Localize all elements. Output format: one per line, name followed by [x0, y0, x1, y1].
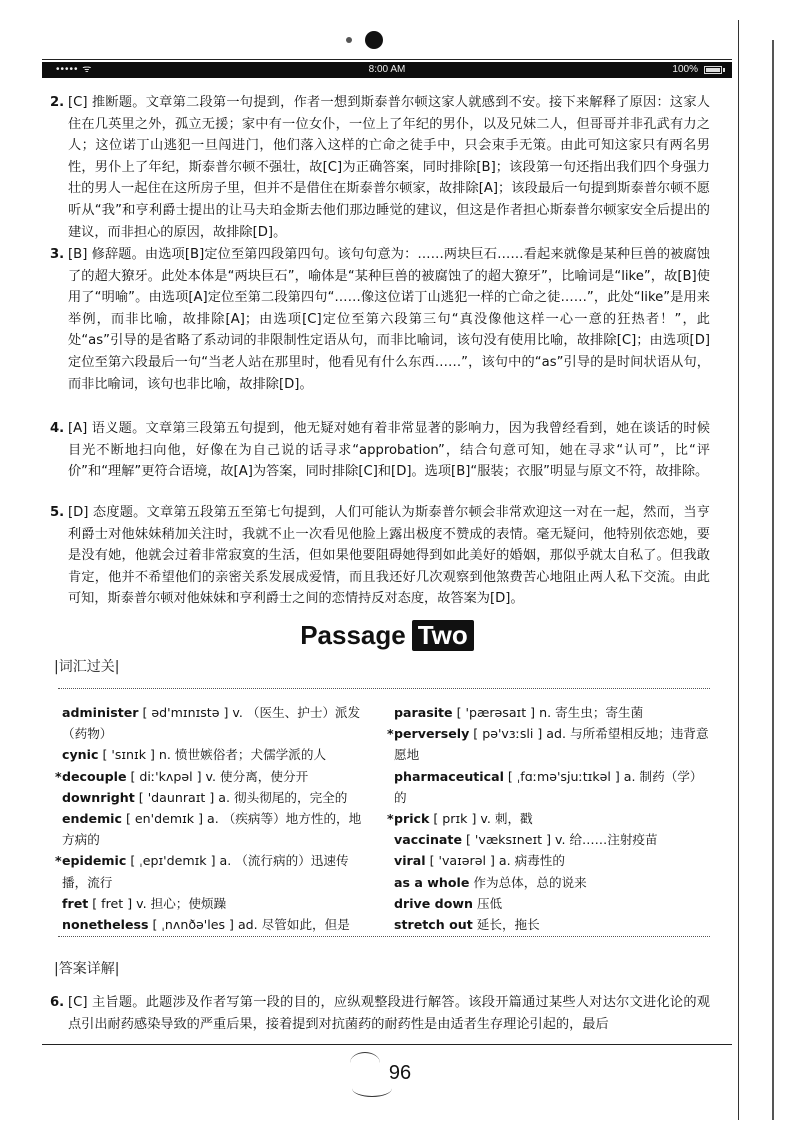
vocab-item: * decouple [ diː'kʌpəl ] v. 使分离，使分开	[55, 768, 309, 784]
vocab-item: * perversely [ pə'vɜːsli ] ad. 与所希望相反地；违背意愿地	[387, 726, 709, 763]
answer-item	[50, 502, 710, 610]
page-number-arc	[352, 1080, 392, 1097]
scan-edge	[772, 40, 774, 1120]
passage-title-word: Passage	[300, 620, 406, 650]
vocab-item: drive down 压低	[394, 895, 503, 911]
status-bar	[42, 62, 732, 78]
answer-text: [A] 语义题。文章第三段第五句提到，他无疑对她有着非常显著的影响力，因为我曾经看到，她在谈话的时候目光不断地扫向他，好像在为自己说的话寻求“approbation”，结合句意可知，她在寻求“认可”，比“评价”和“理解”更符合语境，故[A]为答案，同时排除[C]和[D]。选项[B]“服装；衣服”明显与原文不符，故排除。	[68, 421, 710, 480]
answer-text: [B] 修辞题。由选项[B]定位至第四段第四句。该句句意为：……两块巨石……看起来就像是某种巨兽的被腐蚀了的超大獠牙。此处本体是“两块巨石”，喻体是“某种巨兽的被腐蚀了的超大獠牙”，比喻词是“like”，故[B]使用了“明喻”。由选项[A]定位至第二段第四句“……像这位诺丁山逃犯一样的亡命之徒……”，此处“like”是用来举例，而非比喻，故排除[A]；由选项[C]定位至第六段第三句“真没像他这样一心一意的狂热者！”，此处“as”引导的是省略了系动词的非限制性定语从句，而非比喻词，该句没有使用比喻，故排除[C]；由选项[D]定位至第六段最后一句“当老人站在那里时，他看见有什么东西……”，该句中的“as”引导的是时间状语从句，而非比喻词，该句也非比喻，故排除[D]。	[68, 247, 710, 392]
status-time: 8:00 AM	[368, 64, 406, 75]
vocab-item: downright [ 'daunraɪt ] a. 彻头彻尾的，完全的	[62, 789, 348, 805]
passage-title	[42, 620, 732, 651]
vocab-item: endemic [ en'demɪk ] a. （疾病等）地方性的，地方病的	[62, 811, 362, 848]
answer-item	[50, 92, 710, 243]
page-edge	[738, 20, 739, 1120]
vocab-item: administer [ əd'mɪnɪstə ] v. （医生、护士）派发（药物）	[62, 705, 361, 742]
battery-icon	[704, 66, 722, 74]
vocab-item: vaccinate [ 'væksɪneɪt ] v. 给……注射疫苗	[394, 832, 658, 848]
answer-text: [C] 主旨题。此题涉及作者写第一段的目的，应纵观整段进行解答。该段开篇通过某些人对达尔文进化论的观点引出耐药感染导致的严重后果，接着提到对抗菌药的耐药性是由适者生存理论引起的，最后	[68, 995, 710, 1032]
answer-number: 5.	[50, 505, 65, 520]
battery-percent: 100%	[672, 64, 698, 75]
vocab-item: cynic [ 'sɪnɪk ] n. 愤世嫉俗者；犬儒学派的人	[62, 747, 327, 763]
vocab-item: fret [ fret ] v. 担心；使烦躁	[62, 895, 227, 911]
vocab-item: viral [ 'vaɪərəl ] a. 病毒性的	[394, 853, 565, 869]
sensor-dot	[346, 37, 352, 43]
vocab-top-border	[58, 688, 710, 690]
document-page	[42, 84, 732, 1045]
device-frame-line	[42, 59, 732, 60]
answers-heading: |答案详解|	[54, 961, 120, 977]
answer-item	[50, 992, 710, 1035]
camera-icon	[365, 31, 383, 49]
vocab-item: pharmaceutical [ ˌfɑːmə'sjuːtɪkəl ] a. 制药（学）的	[394, 768, 703, 805]
vocab-heading: |词汇过关|	[54, 659, 120, 675]
answer-item	[50, 418, 710, 483]
answer-number: 2.	[50, 95, 65, 110]
vocab-item: as a whole 作为总体，总的说来	[394, 874, 587, 890]
vocab-item: stretch out 延长，拖长	[394, 917, 540, 933]
vocab-item: * epidemic [ ˌepɪ'demɪk ] a. （流行病的）迅速传播，流行	[55, 853, 349, 890]
vocab-left-column	[55, 702, 362, 935]
answer-number: 6.	[50, 995, 65, 1010]
vocab-bottom-border	[58, 936, 710, 938]
answer-number: 4.	[50, 421, 65, 436]
answer-text: [D] 态度题。文章第五段第五至第七句提到，人们可能认为斯泰普尔顿会非常欢迎这一对在一起，然而，当亨利爵士对他妹妹稍加关注时，我就不止一次看见他脸上露出极度不赞成的表情。毫无疑问，他特别依恋她，要是没有她，他就会过着非常寂寞的生活，但如果他要阻碍她得到如此美好的婚姻，那似乎就太自私了。但我敢肯定，他并不希望他们的亲密关系发展成爱情，而且我还好几次观察到他煞费苦心地阻止两人私下交流。由此可知，斯泰普尔顿对他妹妹和亨利爵士之间的恋情持反对态度，故答案为[D]。	[68, 505, 710, 607]
vocab-item: * prick [ prɪk ] v. 刺，戳	[387, 811, 533, 827]
passage-title-box: Two	[412, 620, 474, 651]
answer-number: 3.	[50, 247, 65, 262]
answer-text: [C] 推断题。文章第二段第一句提到，作者一想到斯泰普尔顿这家人就感到不安。接下来解释了原因：这家人住在几英里之外，孤立无援；家中有一位女仆，一位上了年纪的男仆，以及兄妹二人，但哥哥并非孔武有力之人；这位诺丁山逃犯一旦闯进门，他们落入这样的亡命之徒手中，只会束手无策。由此可知这家只有两名男性，男仆上了年纪，斯泰普尔顿不强壮，故[C]为正确答案，同时排除[B]；该段第一句还指出我们四个身强力壮的男人一起住在这所房子里，但并不是借住在斯泰普尔顿家，故排除[A]；该段最后一句提到斯泰普尔顿不愿听从“我”和亨利爵士提出的让马夫珀金斯去他们那边睡觉的建议，但这是作者担心斯泰普尔顿家安全后提出的建议，而非担心的原因，故排除[D]。	[68, 95, 710, 240]
page-number: 96	[388, 1062, 412, 1084]
signal-icon: ••••• ᯤ	[56, 64, 93, 75]
battery-tip	[723, 68, 725, 72]
vocab-item: parasite [ 'pærəsaɪt ] n. 寄生虫；寄生菌	[394, 705, 644, 720]
vocab-right-column	[387, 702, 714, 935]
answer-item	[50, 244, 710, 395]
vocab-item: nonetheless [ ˌnʌnðə'les ] ad. 尽管如此，但是	[62, 917, 350, 933]
